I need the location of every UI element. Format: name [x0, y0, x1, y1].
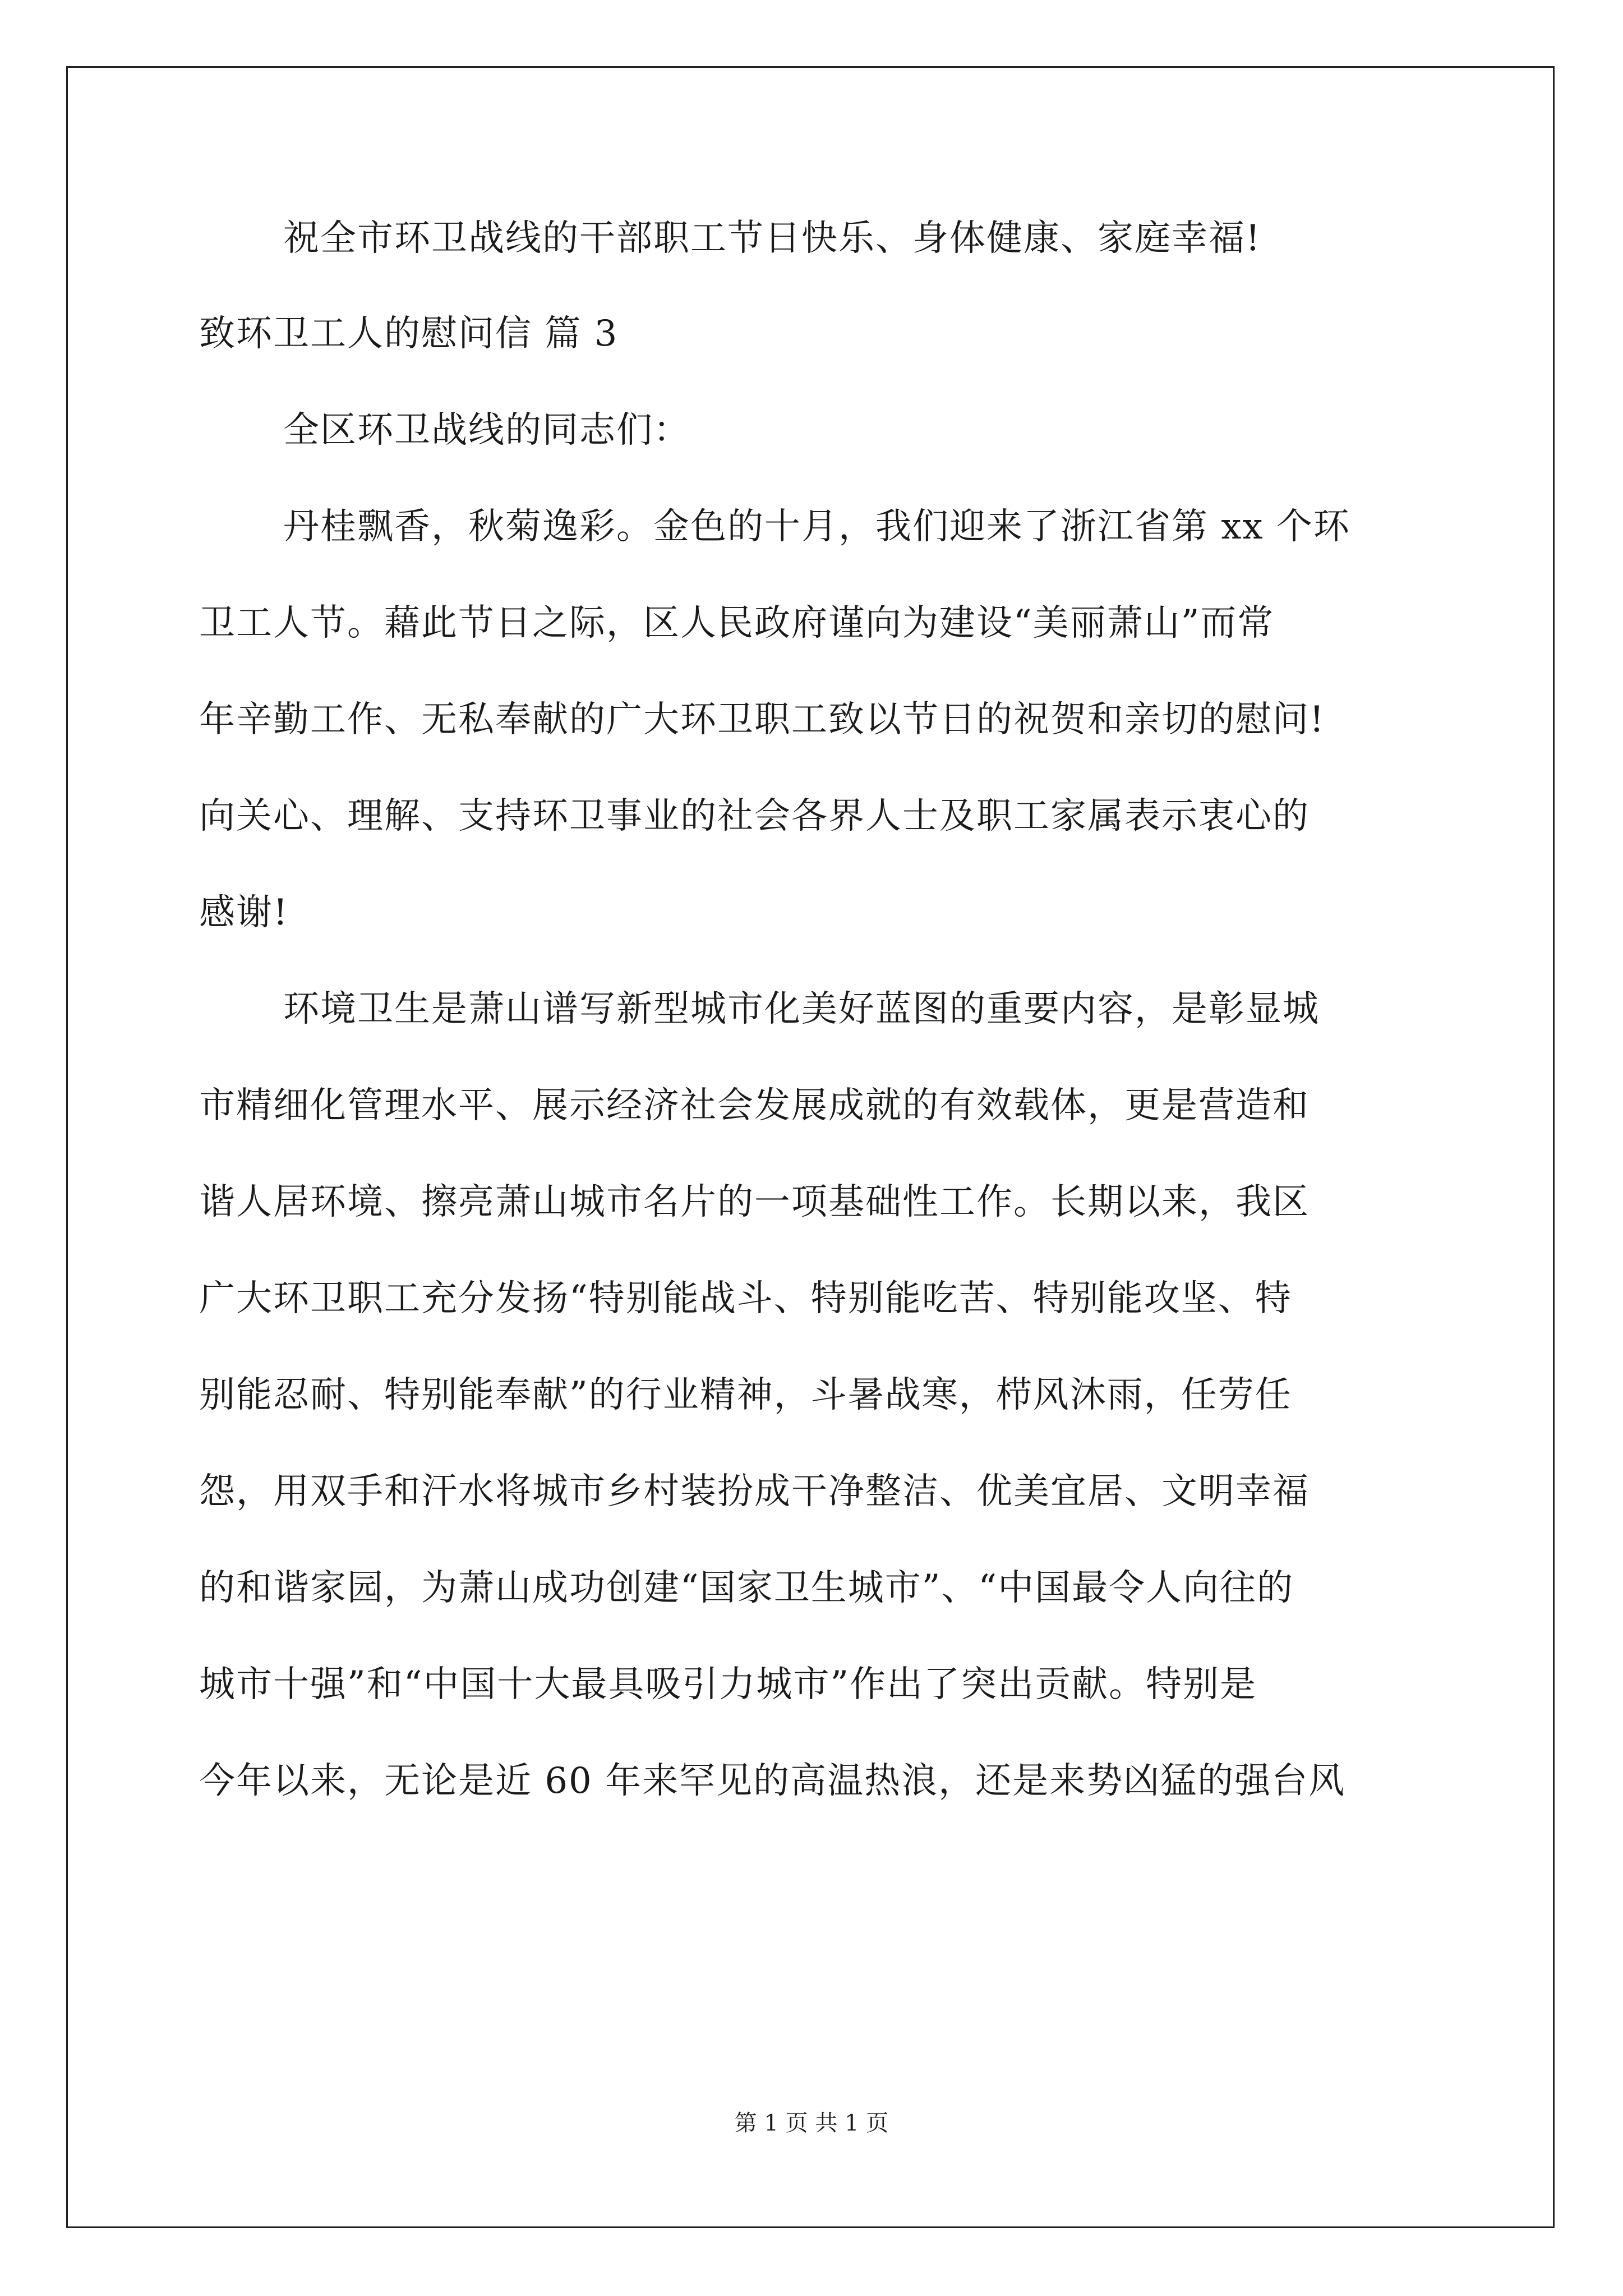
salutation: 全区环卫战线的同志们：: [283, 409, 690, 451]
closing-wish-line: 祝全市环卫战线的干部职工节日快乐、身体健康、家庭幸福!: [283, 218, 1261, 259]
paragraph-line: 年辛勤工作、无私奉献的广大环卫职工致以节日的祝贺和亲切的慰问!: [199, 699, 1325, 740]
page-number-footer: 第 1 页 共 1 页: [734, 2110, 889, 2136]
paragraph-line: 城市十强”和“中国十大最具吸引力城市”作出了突出贡献。特别是: [199, 1664, 1257, 1705]
paragraph-line: 感谢!: [199, 892, 289, 933]
paragraph-line: 谐人居环境、擦亮萧山城市名片的一项基础性工作。长期以来，我区: [199, 1181, 1310, 1223]
paragraph-line: 环境卫生是萧山谱写新型城市化美好蓝图的重要内容，是彰显城: [283, 988, 1320, 1030]
paragraph-line: 向关心、理解、支持环卫事业的社会各界人士及职工家属表示衷心的: [199, 795, 1310, 837]
paragraph-line: 丹桂飘香，秋菊逸彩。金色的十月，我们迎来了浙江省第 xx 个环: [283, 506, 1350, 547]
paragraph-line: 市精细化管理水平、展示经济社会发展成就的有效载体，更是营造和: [199, 1085, 1310, 1126]
section-heading: 致环卫工人的慰问信 篇 3: [199, 313, 619, 355]
paragraph-line: 卫工人节。藉此节日之际，区人民政府谨向为建设“美丽萧山”而常: [199, 602, 1275, 644]
paragraph-line: 今年以来，无论是近 60 年来罕见的高温热浪，还是来势凶猛的强台风: [199, 1760, 1346, 1802]
page-border: [66, 66, 1555, 2228]
paragraph-line: 的和谐家园，为萧山成功创建“国家卫生城市”、“中国最令人向往的: [199, 1567, 1294, 1609]
paragraph-line: 别能忍耐、特别能奉献”的行业精神，斗暑战寒，栉风沐雨，任劳任: [199, 1374, 1292, 1416]
paragraph-line: 广大环卫职工充分发扬“特别能战斗、特别能吃苦、特别能攻坚、特: [199, 1278, 1292, 1319]
paragraph-line: 怨，用双手和汗水将城市乡村装扮成干净整洁、优美宜居、文明幸福: [199, 1471, 1310, 1512]
